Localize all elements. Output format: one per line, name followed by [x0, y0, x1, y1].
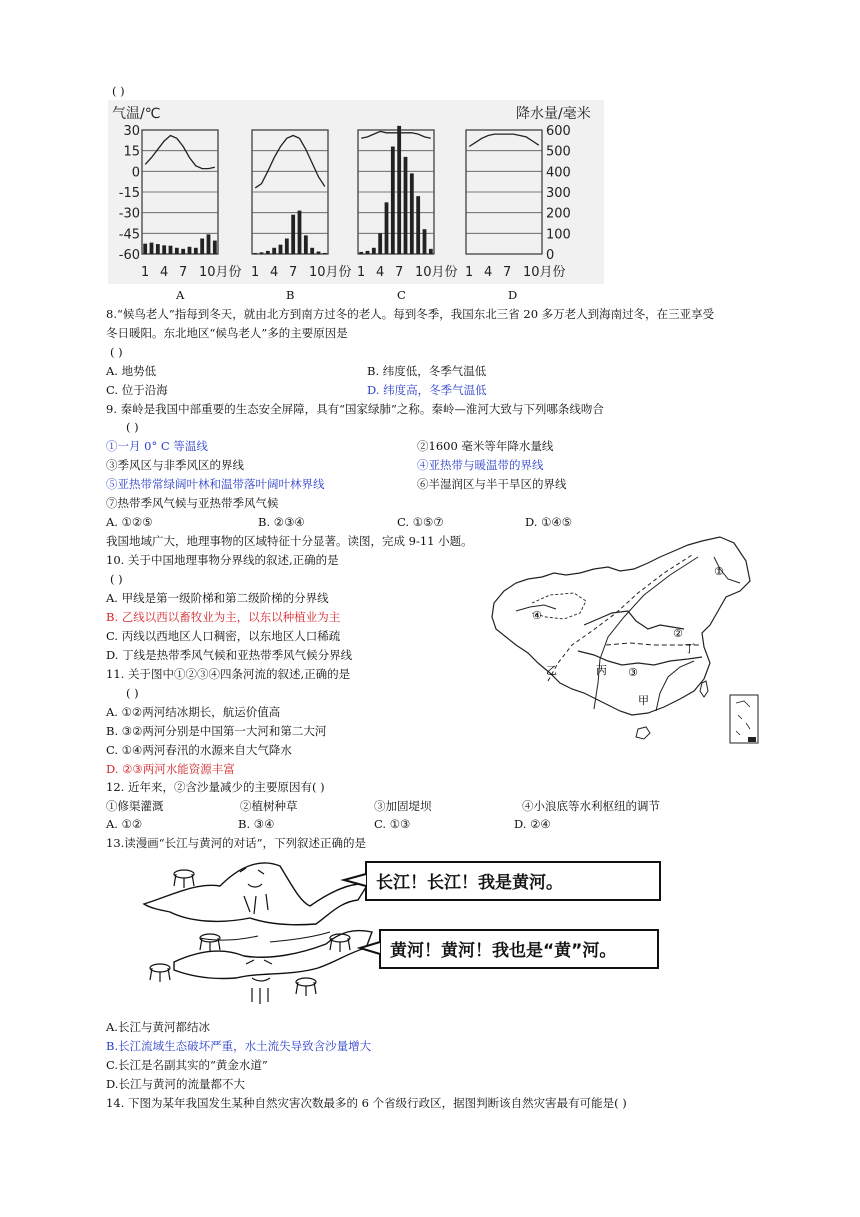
precip-bar-C-6: [391, 147, 395, 254]
precip-bar-C-7: [397, 126, 401, 254]
precip-bar-C-5: [385, 202, 389, 254]
yangtze-face: [246, 960, 272, 1004]
label-r4: ④: [532, 609, 542, 622]
q9-item-1: ①一月 0° C 等温线: [106, 439, 208, 453]
month-tick-A-7: 7: [179, 265, 188, 280]
precip-bar-A-2: [150, 243, 154, 254]
month-tick-B-10: 10月份: [309, 265, 352, 280]
precip-bar-C-3: [372, 248, 376, 254]
q12-item-1: ①修渠灌溉: [106, 799, 164, 813]
precip-bar-B-6: [285, 239, 289, 255]
q8-option-c: C. 位于沿海: [106, 383, 168, 397]
q8-answer-paren: ( ): [110, 345, 123, 359]
q11-option-c: C. ①④两河春汛的水源来自大气降水: [106, 743, 292, 757]
precip-bar-A-7: [181, 249, 185, 254]
precip-bar-B-11: [317, 252, 321, 254]
temp-tick-6: -60: [118, 248, 140, 263]
precip-bar-A-11: [207, 234, 211, 254]
q8-stem-line2: 冬日暖阳。东北地区“候鸟老人”多的主要原因是: [106, 326, 348, 340]
yellow-river-bank: [144, 863, 368, 925]
q10-answer-paren: ( ): [110, 572, 123, 586]
precip-bar-B-2: [260, 252, 264, 254]
temp-tick-3: -15: [118, 186, 140, 201]
month-tick-C-4: 4: [376, 265, 385, 280]
q12-option-a: A. ①②: [106, 817, 143, 831]
month-tick-C-7: 7: [395, 265, 404, 280]
hainan: [636, 727, 650, 739]
q12-option-c: C. ①③: [374, 817, 411, 831]
label-yi: 乙: [546, 664, 557, 677]
q9-option-c: C. ①⑤⑦: [397, 515, 444, 529]
chart-label-B: B: [286, 288, 295, 302]
south-sea-inset: [730, 695, 758, 743]
precip-tick-2: 400: [546, 165, 571, 181]
precip-bar-B-9: [304, 235, 308, 254]
river-dialogue-cartoon: [140, 852, 666, 1012]
precip-bar-A-6: [175, 248, 179, 254]
temp-axis-label: 气温/℃: [112, 106, 161, 122]
precip-tick-4: 200: [546, 206, 571, 222]
precip-tick-5: 100: [546, 227, 571, 243]
label-r1: ①: [714, 565, 724, 578]
china-map-figure: [488, 533, 764, 749]
precip-bar-B-8: [298, 211, 302, 254]
q10-option-c: C. 丙线以西地区人口稠密，以东地区人口稀疏: [106, 629, 341, 643]
china-outline: [492, 537, 750, 715]
yangtze-river-bank: [174, 931, 372, 979]
chart-label-A: A: [176, 288, 185, 302]
precip-bar-B-1: [253, 253, 257, 254]
precip-bar-A-10: [200, 239, 204, 255]
q13-stem: 13.读漫画“长江与黄河的对话”，下列叙述正确的是: [106, 836, 367, 850]
intro-9-11: 我国地域广大，地理事物的区域特征十分显著。读图，完成 9-11 小题。: [106, 534, 473, 548]
label-ding: 丁: [684, 642, 695, 655]
q9-option-d: D. ①④⑤: [525, 515, 573, 529]
taiwan: [700, 681, 708, 697]
q13-option-d: D.长江与黄河的流量都不大: [106, 1077, 245, 1091]
label-jia: 甲: [638, 694, 649, 707]
temp-tick-5: -45: [118, 227, 140, 243]
q12-option-d: D. ②④: [514, 817, 551, 831]
precip-bar-C-9: [410, 173, 414, 254]
precip-tick-3: 300: [546, 186, 571, 201]
q10-option-b: B. 乙线以西以畜牧业为主，以东以种植业为主: [106, 610, 341, 624]
month-tick-A-4: 4: [160, 265, 169, 280]
precip-tick-0: 600: [546, 124, 571, 139]
precip-bar-C-12: [429, 249, 433, 254]
yellow-river-face: [240, 868, 268, 914]
chart-label-C: C: [397, 288, 406, 302]
q9-item-7: ⑦热带季风气候与亚热带季风气候: [106, 496, 279, 510]
q8-option-d: D. 纬度高，冬季气温低: [367, 383, 487, 397]
label-r3: ③: [628, 666, 638, 679]
q9-item-6: ⑥半湿润区与半干旱区的界线: [417, 477, 567, 491]
precip-bar-A-3: [156, 244, 160, 254]
q9-item-2: ②1600 毫米等年降水量线: [417, 439, 554, 453]
precip-axis-label: 降水量/毫米: [516, 106, 591, 122]
label-bing: 丙: [596, 664, 607, 677]
label-r2: ②: [673, 627, 683, 640]
q11-option-a: A. ①②两河结冰期长，航运价值高: [106, 705, 281, 719]
q9-option-b: B. ②③④: [258, 515, 305, 529]
month-tick-D-1: 1: [465, 265, 474, 280]
precip-bar-B-3: [266, 251, 270, 254]
precip-bar-A-1: [143, 244, 147, 254]
q8-stem-line1: 8.“候鸟老人”指每到冬天，就由北方到南方过冬的老人。每到冬季，我国东北三省 20 多万老人到海南过冬，在三亚享受: [106, 307, 715, 321]
q12-option-b: B. ③④: [238, 817, 275, 831]
precip-bar-A-9: [194, 248, 198, 254]
q10-option-a: A. 甲线是第一级阶梯和第二级阶梯的分界线: [106, 591, 329, 605]
q9-item-4: ④亚热带与暖温带的界线: [417, 458, 544, 472]
q13-option-c: C.长江是名副其实的“黄金水道”: [106, 1058, 268, 1072]
precip-bar-B-5: [279, 245, 283, 254]
precip-tick-6: 0: [546, 248, 555, 263]
q13-option-a: A.长江与黄河都结冰: [106, 1020, 210, 1034]
temp-tick-1: 15: [123, 144, 140, 160]
q8-option-a: A. 地势低: [106, 364, 157, 378]
precip-bar-C-10: [416, 196, 420, 254]
month-tick-B-1: 1: [251, 265, 260, 280]
precip-bar-B-7: [291, 215, 295, 254]
q9-answer-paren: ( ): [126, 420, 139, 434]
temp-tick-2: 0: [131, 165, 140, 181]
precip-bar-C-2: [366, 251, 370, 254]
tree-stump-icons: [150, 870, 350, 996]
q12-item-4: ④小浪底等水利枢纽的调节: [522, 799, 660, 813]
precip-bar-C-8: [404, 157, 408, 254]
q12-stem: 12. 近年来，②含沙量减少的主要原因有( ): [106, 780, 325, 794]
month-tick-A-1: 1: [141, 265, 150, 280]
precip-bar-B-12: [323, 253, 327, 254]
bubble-1-text: 长江！长江！我是黄河。: [376, 873, 563, 893]
month-tick-A-10: 10月份: [199, 265, 242, 280]
month-tick-D-10: 10月份: [523, 265, 566, 280]
q13-option-b: B.长江流域生态破坏严重，水土流失导致含沙量增大: [106, 1039, 372, 1053]
q9-option-a: A. ①②⑤: [106, 515, 153, 529]
chart-label-D: D: [508, 288, 518, 302]
precip-tick-1: 500: [546, 144, 571, 160]
precip-bar-A-12: [213, 241, 217, 254]
q11-option-d: D. ②③两河水能资源丰富: [106, 762, 235, 776]
q10-stem: 10. 关于中国地理事物分界线的叙述,正确的是: [106, 553, 339, 567]
q14-stem: 14. 下图为某年我国发生某种自然灾害次数最多的 6 个省级行政区，据图判断该自然灾害最有可能是( ): [106, 1096, 627, 1110]
precip-tick-labels: [546, 124, 571, 263]
precip-bar-A-5: [169, 246, 173, 254]
precip-bar-B-4: [272, 248, 276, 254]
q12-item-2: ②植树种草: [240, 799, 298, 813]
q12-item-3: ③加固堤坝: [374, 799, 432, 813]
climate-charts-figure: [108, 100, 604, 284]
line-jia: [656, 661, 694, 711]
q11-answer-paren: ( ): [126, 686, 139, 700]
precip-bar-C-1: [359, 252, 363, 254]
precip-bar-C-4: [378, 233, 382, 254]
temp-tick-4: -30: [118, 206, 140, 222]
q10-option-d: D. 丁线是热带季风气候和亚热带季风气候分界线: [106, 648, 353, 662]
q7-answer-paren: ( ): [112, 84, 125, 98]
q9-item-5: ⑤亚热带常绿阔叶林和温带落叶阔叶林界线: [106, 477, 325, 491]
river-2: [584, 611, 684, 629]
month-tick-C-1: 1: [357, 265, 366, 280]
precip-bar-C-11: [423, 229, 427, 254]
q11-option-b: B. ③②两河分别是中国第一大河和第二大河: [106, 724, 327, 738]
month-tick-D-7: 7: [503, 265, 512, 280]
month-tick-D-4: 4: [484, 265, 493, 280]
month-tick-C-10: 10月份: [415, 265, 458, 280]
precip-bar-B-10: [310, 248, 314, 254]
precip-bar-A-4: [162, 245, 166, 254]
q8-option-b: B. 纬度低，冬季气温低: [367, 364, 487, 378]
precip-bar-A-8: [188, 247, 192, 254]
month-tick-B-7: 7: [289, 265, 298, 280]
q11-stem: 11. 关于图中①②③④四条河流的叙述,正确的是: [106, 667, 351, 681]
bubble-2-text: 黄河！黄河！我也是“黄”河。: [390, 941, 617, 961]
temp-tick-0: 30: [123, 124, 140, 139]
q9-stem: 9. 秦岭是我国中部重要的生态安全屏障，具有“国家绿肺”之称。秦岭—淮河大致与下列哪条线吻合: [106, 402, 604, 416]
month-tick-B-4: 4: [270, 265, 279, 280]
q9-item-3: ③季风区与非季风区的界线: [106, 458, 244, 472]
